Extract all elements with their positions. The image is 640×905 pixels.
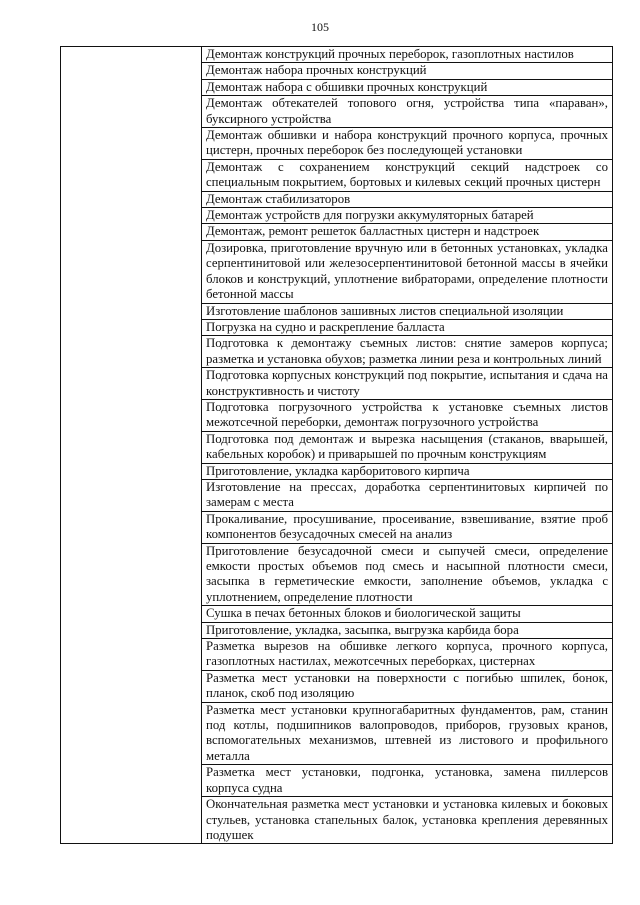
table-row: Разметка вырезов на обшивке легкого корпуса, прочного корпуса, газоплотных настилах, межотсечных переборках, цистернах <box>202 639 612 671</box>
table-row: Изготовление на прессах, доработка серпентинитовых кирпичей по замерам с места <box>202 480 612 512</box>
table-row: Демонтаж конструкций прочных переборок, газоплотных настилов <box>202 47 612 63</box>
empty-left-column <box>61 47 202 843</box>
table-row: Подготовка погрузочного устройства к установке съемных листов межотсечной переборки, демонтаж погрузочного устройства <box>202 400 612 432</box>
table-row: Приготовление безусадочной смеси и сыпучей смеси, определение емкости простых объемов под смесь и насыпной плотности смеси, засыпка в герметические емкости, заполнение объемов, укладка с уплотнением, определение плотности <box>202 544 612 607</box>
table-row: Демонтаж устройств для погрузки аккумуляторных батарей <box>202 208 612 224</box>
table-row: Демонтаж стабилизаторов <box>202 192 612 208</box>
table-row: Разметка мест установки крупногабаритных фундаментов, рам, станин под котлы, подшипников валопроводов, приборов, грузовых кранов, вспомогательных механизмов, штевней из листового и профильного металла <box>202 703 612 766</box>
table-row: Демонтаж набора с обшивки прочных конструкций <box>202 80 612 96</box>
table-row: Подготовка корпусных конструкций под покрытие, испытания и сдача на конструктивность и чистоту <box>202 368 612 400</box>
table-row: Прокаливание, просушивание, просеивание, взвешивание, взятие проб компонентов безусадочных смесей на анализ <box>202 512 612 544</box>
table-row: Подготовка к демонтажу съемных листов: снятие замеров корпуса; разметка и установка обухов; разметка линии реза и контрольных линий <box>202 336 612 368</box>
table-row: Демонтаж с сохранением конструкций секций надстроек со специальным покрытием, бортовых и килевых секций прочных цистерн <box>202 160 612 192</box>
table-row: Сушка в печах бетонных блоков и биологической защиты <box>202 606 612 622</box>
table-row: Дозировка, приготовление вручную или в бетонных установках, укладка серпентинитовой или железосерпентинитовой бетонной массы в ячейки блоков и конструкций, уплотнение вибраторами, определение плотности бетонной массы <box>202 241 612 304</box>
table-row: Демонтаж обшивки и набора конструкций прочного корпуса, прочных цистерн, прочных переборок без последующей установки <box>202 128 612 160</box>
operations-table <box>60 46 613 844</box>
table-row: Приготовление, укладка, засыпка, выгрузка карбида бора <box>202 623 612 639</box>
table-row: Разметка мест установки, подгонка, установка, замена пиллерсов корпуса судна <box>202 765 612 797</box>
table-row: Демонтаж набора прочных конструкций <box>202 63 612 79</box>
table-row: Демонтаж, ремонт решеток балластных цистерн и надстроек <box>202 224 612 240</box>
table-row: Разметка мест установки на поверхности с погибью шпилек, бонок, планок, скоб под изоляцию <box>202 671 612 703</box>
table-row: Подготовка под демонтаж и вырезка насыщения (стаканов, вварышей, кабельных коробок) и приварышей по прочным конструкциям <box>202 432 612 464</box>
table-row: Изготовление шаблонов зашивных листов специальной изоляции <box>202 304 612 320</box>
page-number: 105 <box>311 20 329 34</box>
operations-list <box>202 47 612 843</box>
table-row: Приготовление, укладка карборитового кирпича <box>202 464 612 480</box>
table-row: Окончательная разметка мест установки и установка килевых и боковых стульев, установка стапельных балок, установка крепления деревянных подушек <box>206 797 608 842</box>
table-row: Погрузка на судно и раскрепление балласта <box>202 320 612 336</box>
table-row: Демонтаж обтекателей топового огня, устройства типа «параван», буксирного устройства <box>202 96 612 128</box>
